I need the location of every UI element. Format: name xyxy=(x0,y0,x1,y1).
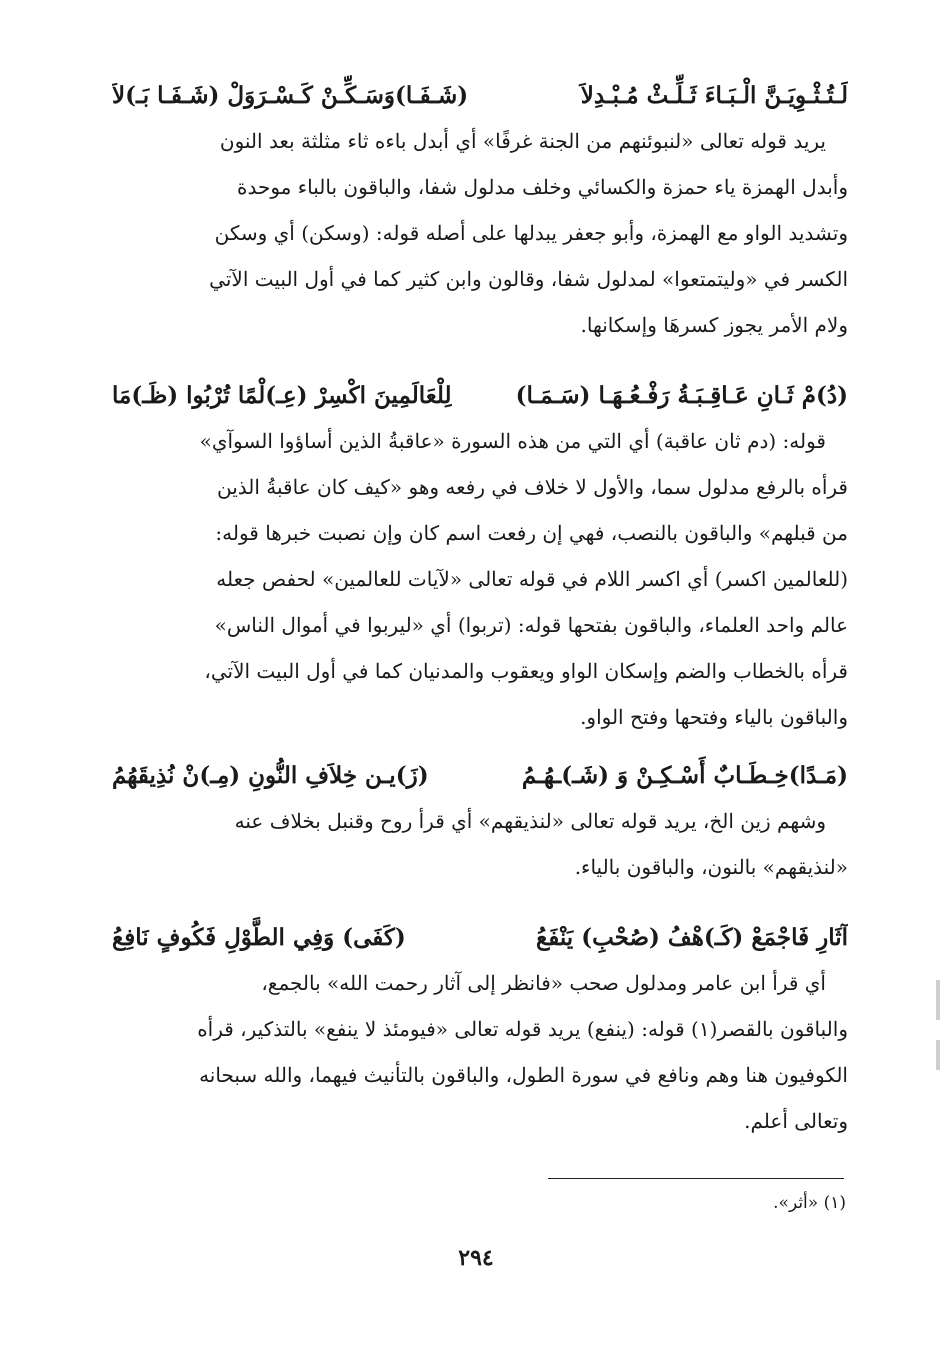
paragraph-line: عالم واحد العلماء، والباقون بفتحها قوله: (تربوا) أي «ليربوا في أموال الناس» xyxy=(214,613,848,637)
footnote-separator xyxy=(548,1178,844,1179)
section-3 xyxy=(112,752,848,890)
page-number: ٢٩٤ xyxy=(458,1245,494,1271)
paragraph-line: أي قرأ ابن عامر ومدلول صحب «فانظر إلى آثار رحمت الله» بالجمع، xyxy=(261,971,826,995)
paragraph-line: «لنذيقهم» بالنون، والباقون بالياء. xyxy=(574,855,848,879)
paragraph-line: وتعالى أعلم. xyxy=(744,1109,848,1133)
verse-right-hemistich: (مَـدًا)خِـطَـابٌ أَسْـكِـنْ وَ (شَـ)ـهُـمُ xyxy=(521,761,848,789)
commentary-paragraph xyxy=(112,798,848,890)
verse-left-hemistich: (زَ)يـن خِلاَفِ النُّونِ (مِـ)نْ نُذِيقَهُمُ xyxy=(112,761,429,789)
verse-left-hemistich: لِلْعَالَمِينَ اكْسِرْ (عِـ)لْمًا تُرْبُوا (ظَـ)مَا xyxy=(112,381,452,409)
paragraph-line: والباقون بالقصر(١) قوله: (ينفع) يريد قوله تعالى «فيومئذ لا ينفع» بالتذكير، قرأه xyxy=(197,1017,848,1041)
paragraph-line: والباقون بالياء وفتحها وفتح الواو. xyxy=(580,705,848,729)
paragraph-line: قرأه بالخطاب والضم وإسكان الواو ويعقوب والمدنيان كما في أول البيت الآتي، xyxy=(204,659,848,683)
verse-right-hemistich: لَـتُـثْـوِيَـنَّ الْـبَـاءَ ثَـلِّـثْ مُـبْـدِلاَ xyxy=(580,81,848,109)
scan-edge-mark xyxy=(936,1040,940,1070)
paragraph-line: وتشديد الواو مع الهمزة، وأبو جعفر يبدلها على أصله قوله: (وسكن) أي وسكن xyxy=(214,221,848,245)
verse-line xyxy=(112,752,848,798)
section-2 xyxy=(112,372,848,740)
verse-right-hemistich: (دُ)مْ ثَـانِ عَـاقِـبَـةُ رَفْـعُـهَـا (سَـمَـا) xyxy=(515,381,848,409)
commentary-paragraph xyxy=(112,960,848,1144)
scan-edge-mark xyxy=(936,980,940,1020)
section-1 xyxy=(112,72,848,348)
verse-left-hemistich: (كَفَى) وَفِي الطَّوْلِ فَكُوفٍ نَافِعُ xyxy=(112,923,406,951)
paragraph-line: الكسر في «وليتمتعوا» لمدلول شفا، وقالون وابن كثير كما في أول البيت الآتي xyxy=(209,267,848,291)
paragraph-line: (للعالمين اكسر) أي اكسر اللام في قوله تعالى «لآيات للعالمين» لحفص جعله xyxy=(216,567,848,591)
section-4 xyxy=(112,914,848,1144)
verse-left-hemistich: (شَـفَـا)وَسَـكِّـنْ كَـسْـرَوَلْ (شَـفَـا بَـ)لاَ xyxy=(112,81,469,109)
paragraph-line: يريد قوله تعالى «لنبوئنهم من الجنة غرفًا» أي أبدل باءه ثاء مثلثة بعد النون xyxy=(219,129,826,153)
paragraph-line: وأبدل الهمزة ياء حمزة والكسائي وخلف مدلول شفا، والباقون بالباء موحدة xyxy=(237,175,848,199)
footnote: (١) «أثر». xyxy=(773,1193,846,1213)
verse-line xyxy=(112,72,848,118)
paragraph-line: الكوفيون هنا وهم ونافع في سورة الطول، والباقون بالتأنيث فيهما، والله سبحانه xyxy=(199,1063,848,1087)
paragraph-line: من قبلهم» والباقون بالنصب، فهي إن رفعت اسم كان وإن نصبت خبرها قوله: xyxy=(215,521,848,545)
verse-line xyxy=(112,914,848,960)
paragraph-line: ولام الأمر يجوز كسرهَا وإسكانها. xyxy=(580,313,848,337)
paragraph-line: قرأه بالرفع مدلول سما، والأول لا خلاف في رفعه وهو «كيف كان عاقبةُ الذين xyxy=(217,475,848,499)
commentary-paragraph xyxy=(112,118,848,348)
verse-right-hemistich: آثَارِ فَاجْمَعْ (كَـ)هْفُ (صُحْبِ) يَنْفَعُ xyxy=(535,923,848,951)
paragraph-line: وشهم زين الخ، يريد قوله تعالى «لنذيقهم» أي قرأ روح وقنبل بخلاف عنه xyxy=(234,809,826,833)
commentary-paragraph xyxy=(112,418,848,740)
paragraph-line: قوله: (دم ثان عاقبة) أي التي من هذه السورة «عاقبةُ الذين أساؤوا السوآي» xyxy=(199,429,826,453)
verse-line xyxy=(112,372,848,418)
